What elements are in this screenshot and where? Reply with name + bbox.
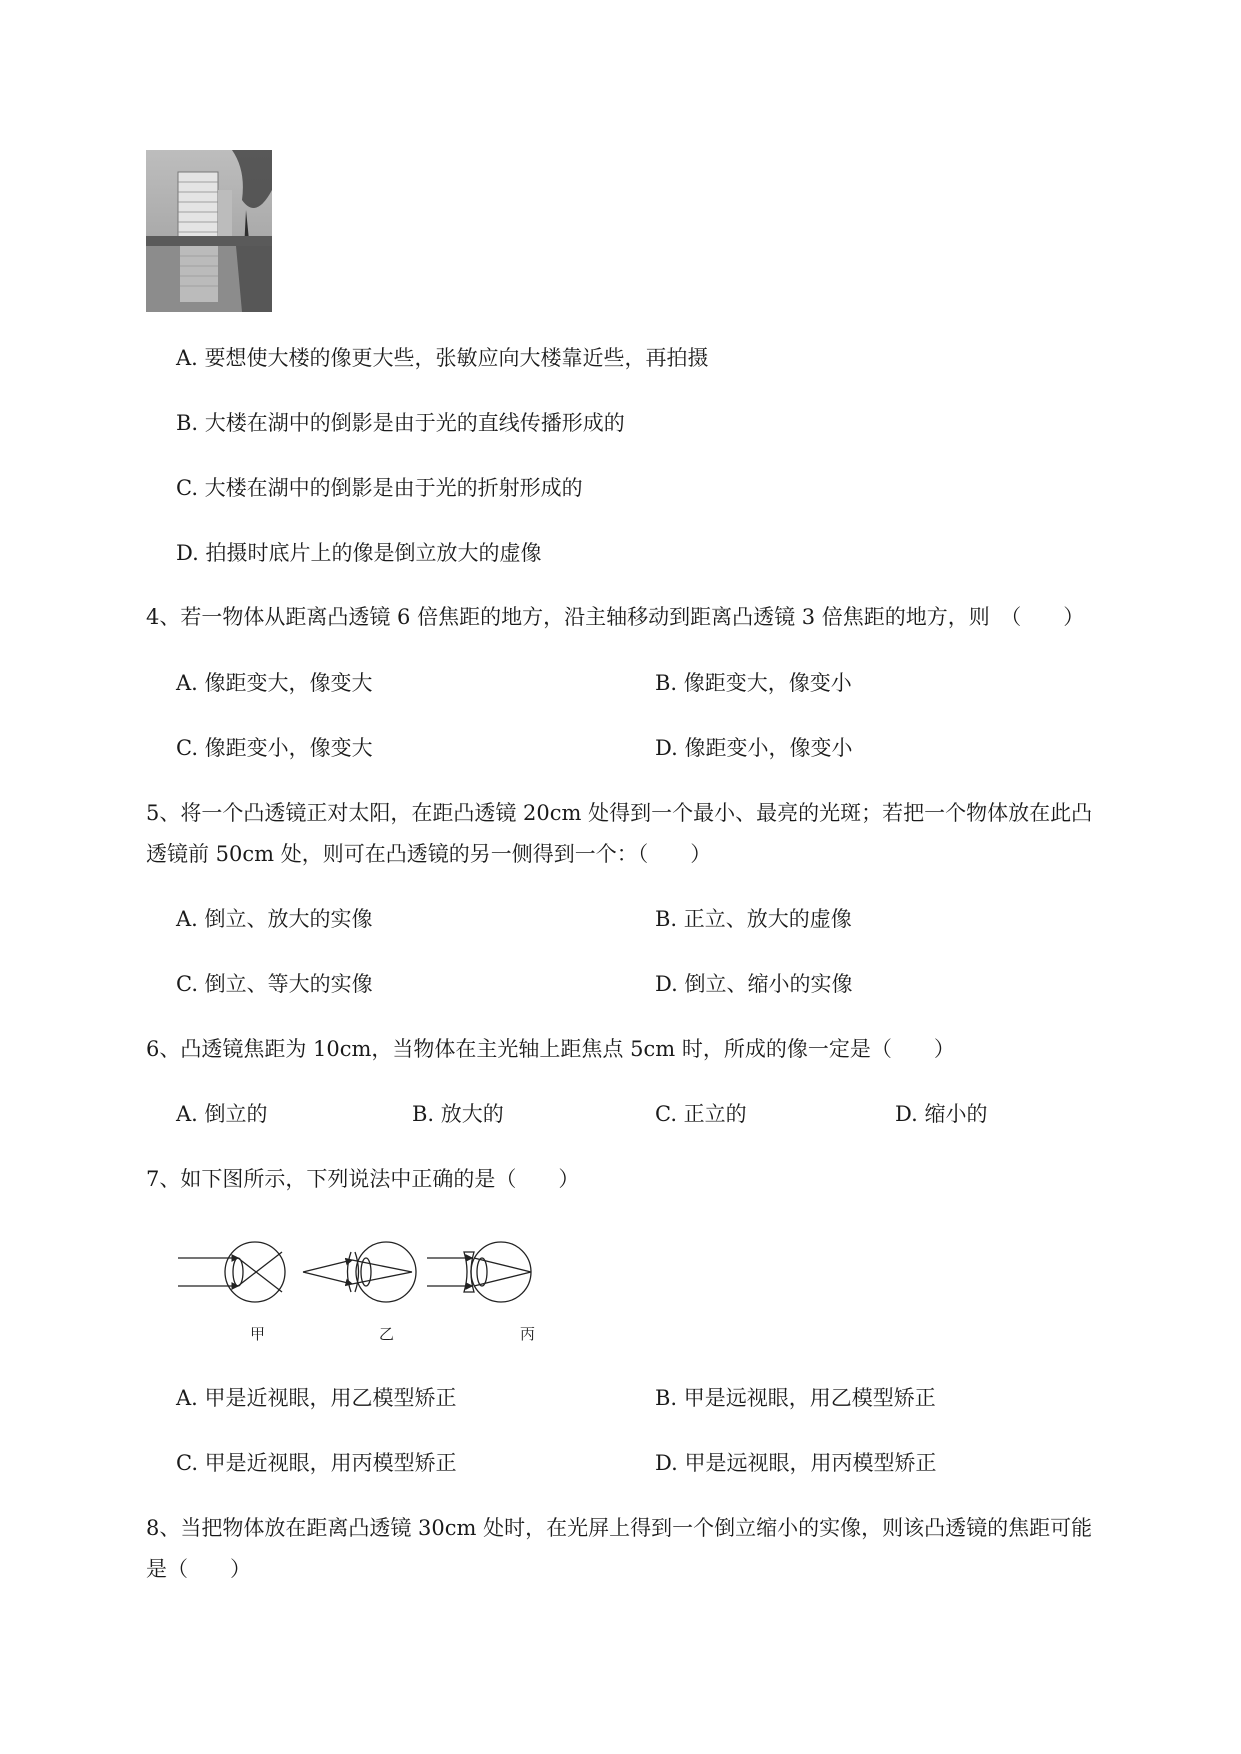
q7-option-d[interactable]: D. 甲是远视眼，用丙模型矫正	[655, 1451, 937, 1475]
eye-correction-diagram	[176, 1238, 576, 1350]
eye-diagram-bing	[427, 1242, 531, 1302]
q7-option-a[interactable]: A. 甲是近视眼，用乙模型矫正	[176, 1386, 457, 1410]
q4-option-b[interactable]: B. 像距变大，像变小	[655, 671, 852, 695]
eye-diagram-yi	[303, 1242, 416, 1302]
q7-stem: 7、如下图所示，下列说法中正确的是（ ）	[146, 1167, 580, 1191]
q3-option-b[interactable]: B. 大楼在湖中的倒影是由于光的直线传播形成的	[176, 411, 625, 435]
q7-option-c[interactable]: C. 甲是近视眼，用丙模型矫正	[176, 1451, 457, 1475]
q5-stem-line1: 5、将一个凸透镜正对太阳，在距凸透镜 20cm 处得到一个最小、最亮的光斑；若把一个物体放在此凸	[146, 801, 1093, 825]
q4-option-d[interactable]: D. 像距变小，像变小	[655, 736, 853, 760]
figure-label-bing: 丙	[520, 1325, 536, 1343]
q3-option-c[interactable]: C. 大楼在湖中的倒影是由于光的折射形成的	[176, 476, 583, 500]
q4-stem: 4、若一物体从距离凸透镜 6 倍焦距的地方，沿主轴移动到距离凸透镜 3 倍焦距的地方，则 （ ）	[146, 605, 1085, 629]
q5-option-a[interactable]: A. 倒立、放大的实像	[176, 907, 373, 931]
building-lake-photo	[146, 150, 272, 312]
q5-stem-line2: 透镜前 50cm 处，则可在凸透镜的另一侧得到一个：（ ）	[146, 842, 712, 866]
q6-stem: 6、凸透镜焦距为 10cm，当物体在主光轴上距焦点 5cm 时，所成的像一定是（ ）	[146, 1037, 955, 1061]
q8-stem-line1: 8、当把物体放在距离凸透镜 30cm 处时，在光屏上得到一个倒立缩小的实像，则该凸透镜的焦距可能	[146, 1516, 1093, 1540]
q3-option-a[interactable]: A. 要想使大楼的像更大些，张敏应向大楼靠近些，再拍摄	[176, 346, 709, 370]
q5-option-b[interactable]: B. 正立、放大的虚像	[655, 907, 852, 931]
q6-option-b[interactable]: B. 放大的	[412, 1102, 504, 1126]
q6-option-d[interactable]: D. 缩小的	[895, 1102, 988, 1126]
q5-option-c[interactable]: C. 倒立、等大的实像	[176, 972, 373, 996]
figure-label-yi: 乙	[379, 1325, 395, 1343]
figure-label-jia: 甲	[250, 1325, 266, 1343]
q8-stem-line2: 是（ ）	[146, 1557, 251, 1581]
q7-option-b[interactable]: B. 甲是远视眼，用乙模型矫正	[655, 1386, 936, 1410]
q6-option-a[interactable]: A. 倒立的	[176, 1102, 268, 1126]
q5-option-d[interactable]: D. 倒立、缩小的实像	[655, 972, 853, 996]
q4-option-a[interactable]: A. 像距变大，像变大	[176, 671, 373, 695]
eye-diagram-jia	[178, 1242, 285, 1302]
q4-option-c[interactable]: C. 像距变小，像变大	[176, 736, 373, 760]
q6-option-c[interactable]: C. 正立的	[655, 1102, 747, 1126]
q3-option-d[interactable]: D. 拍摄时底片上的像是倒立放大的虚像	[176, 541, 542, 565]
